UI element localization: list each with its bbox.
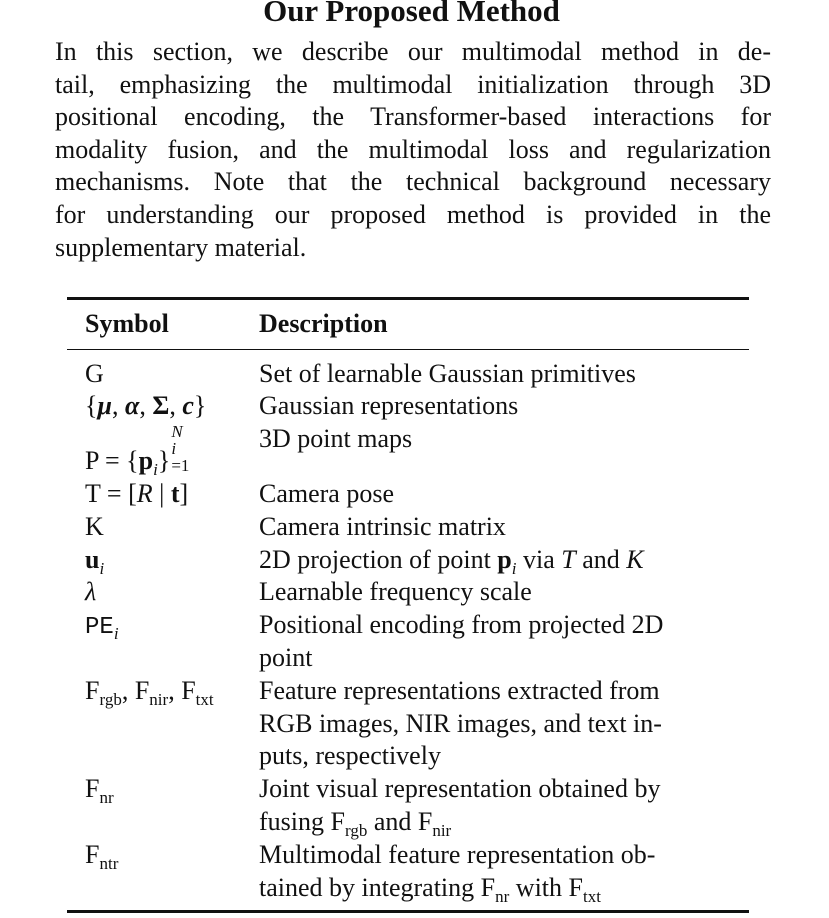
row-symbol (67, 544, 259, 577)
paragraph-line: tail, emphasizing the multimodal initialization through 3D (55, 69, 771, 99)
paragraph-line: positional encoding, the Transformer-based interactions for (55, 102, 771, 132)
row-description: Camera pose (259, 479, 395, 509)
description-projection: 2D projection of point $p_i$ via T and K (259, 544, 644, 578)
row-description: Joint visual representation obtained by fusing $F_{rgb}$ and $F_{nir}$ (259, 773, 749, 839)
row-symbol (67, 609, 259, 675)
symbol-g: G (85, 358, 104, 388)
paragraph-line: supplementary material. (55, 232, 307, 262)
header-symbol: Symbol (85, 309, 169, 338)
description-integrating: tained by integrating $F_{nr}$ with $F_{txt}$ (259, 872, 601, 906)
table-row (67, 839, 749, 905)
intro-paragraph (55, 36, 771, 264)
table-bottom-rule (67, 910, 749, 913)
paragraph-line: In this section, we describe our multimodal method in de- (55, 37, 771, 66)
row-description: Feature representations extracted from RGB images, NIR images, and text in- puts, respectively (259, 675, 662, 771)
row-symbol (67, 478, 259, 511)
header-description: Description (259, 309, 388, 338)
table-row (67, 576, 749, 609)
row-description: Camera intrinsic matrix (259, 511, 506, 541)
paragraph-line: modality fusion, and the multimodal loss and regularization (55, 134, 771, 164)
row-symbol (67, 511, 259, 544)
paragraph-line: mechanisms. Note that the technical background necessary (55, 167, 771, 197)
row-symbol (67, 576, 259, 609)
row-description: 3D point maps (259, 424, 413, 454)
symbol-gaussian-params: {μ, α, Σ, c} (85, 391, 207, 421)
table-row (67, 390, 749, 423)
symbol-features: $F_{rgb}$, $F_{nir}$, $F_{txt}$ (85, 675, 214, 709)
symbol-projection: $u_i$ (85, 544, 105, 578)
table-row (67, 478, 749, 511)
symbol-camera-pose: T = [R | t] (85, 479, 189, 509)
symbol-k: K (85, 511, 104, 541)
row-description: Set of learnable Gaussian primitives (259, 358, 636, 388)
symbol-f-nr: $F_{nr}$ (85, 774, 114, 808)
table-row (67, 773, 749, 839)
table-row (67, 609, 749, 675)
table-row (67, 544, 749, 577)
row-description (259, 544, 749, 577)
row-description: Gaussian representations (259, 391, 519, 421)
table-row (67, 511, 749, 544)
row-symbol (67, 358, 259, 391)
symbol-lambda: λ (85, 577, 97, 607)
row-symbol (67, 390, 259, 423)
symbol-pe: $PE_i$ (85, 614, 119, 644)
row-symbol (67, 423, 259, 478)
table-row (67, 423, 749, 478)
table-header-row (67, 300, 749, 349)
symbol-f-ntr: $F_{ntr}$ (85, 839, 119, 873)
notation-table (67, 297, 749, 913)
row-description: Positional encoding from projected 2D point (259, 610, 664, 673)
row-description: Learnable frequency scale (259, 577, 532, 607)
row-symbol (67, 675, 259, 773)
row-symbol (67, 773, 259, 839)
table-body (67, 350, 749, 911)
table-row (67, 358, 749, 391)
paragraph-line: for understanding our proposed method is provided in the (55, 199, 771, 229)
description-fusing: fusing $F_{rgb}$ and $F_{nir}$ (259, 807, 452, 841)
row-description: Multimodal feature representation ob- tained by integrating $F_{nr}$ with $F_{txt}$ (259, 839, 749, 905)
section-heading: Our Proposed Method (263, 0, 560, 28)
symbol-point-maps: $P = \{p_i\}$ N i =1 (85, 422, 190, 480)
row-symbol (67, 839, 259, 905)
table-row (67, 675, 749, 773)
